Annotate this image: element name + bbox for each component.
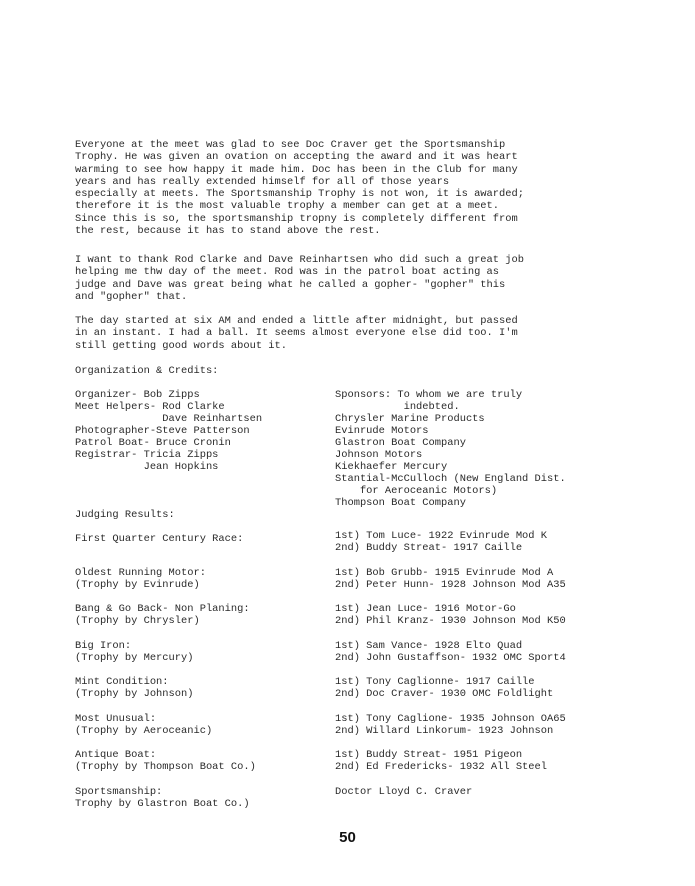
judging-category: Sportsmanship: [75, 786, 163, 798]
judging-result: 2nd) Phil Kranz- 1930 Johnson Mod K50 [335, 615, 566, 627]
paragraph-day [75, 315, 635, 352]
judging-result: 2nd) John Gustaffson- 1932 OMC Sport4 [335, 652, 566, 664]
paragraph-sportsmanship [75, 139, 635, 237]
text-line: judge and Dave was great being what he called a gopher- "gopher" this [75, 278, 506, 291]
sponsors-line: Glastron Boat Company [335, 437, 466, 449]
judging-heading: Judging Results: [75, 509, 175, 521]
judging-category: Most Unusual: [75, 713, 157, 725]
credits-left-line: Meet Helpers- Rod Clarke [75, 401, 225, 413]
credits-left-line: Jean Hopkins [75, 461, 219, 473]
text-line: and "gopher" that. [75, 290, 188, 303]
text-line: especially at meets. The Sportsmanship Trophy is not won, it is awarded; [75, 188, 524, 201]
text-line: I want to thank Rod Clarke and Dave Reinhartsen who did such a great job [75, 254, 524, 266]
sponsors-line: Chrysler Marine Products [335, 413, 485, 425]
sponsors-line: indebted. [335, 401, 460, 413]
judging-result: 1st) Bob Grubb- 1915 Evinrude Mod A [335, 567, 554, 579]
text-line: warming to see how happy it made him. Doc has been in the Club for many [75, 163, 518, 176]
text-line: the rest, because it has to stand above the rest. [75, 225, 381, 238]
paragraph-thanks [75, 254, 635, 303]
judging-category: (Trophy by Aeroceanic) [75, 725, 213, 737]
judging-category: (Trophy by Evinrude) [75, 579, 200, 591]
sponsors-line: Evinrude Motors [335, 425, 429, 437]
judging-category: Big Iron: [75, 640, 132, 652]
judging-category: Mint Condition: [75, 676, 169, 688]
credits-left-line: Organizer- Bob Zipps [75, 389, 200, 401]
credits-left-line: Dave Reinhartsen [75, 413, 263, 425]
judging-result: 2nd) Ed Fredericks- 1932 All Steel [335, 761, 548, 773]
judging-category: Bang & Go Back- Non Planing: [75, 603, 250, 615]
judging-result: 2nd) Peter Hunn- 1928 Johnson Mod A35 [335, 579, 566, 591]
sponsors-line: Sponsors: To whom we are truly [335, 389, 523, 401]
judging-result: 2nd) Willard Linkorum- 1923 Johnson [335, 725, 554, 737]
text-line: years and has really extended himself for all of those years [75, 175, 450, 188]
judging-result: Doctor Lloyd C. Craver [335, 786, 473, 798]
judging-category: (Trophy by Thompson Boat Co.) [75, 761, 256, 773]
text-line: The day started at six AM and ended a little after midnight, but passed [75, 315, 518, 327]
sponsors-line: Johnson Motors [335, 449, 423, 461]
credits-left-line: Registrar- Tricia Zipps [75, 449, 219, 461]
judging-result: 1st) Tony Caglione- 1935 Johnson OA65 [335, 713, 566, 725]
credits-left-line: Patrol Boat- Bruce Cronin [75, 437, 231, 449]
judging-category: Trophy by Glastron Boat Co.) [75, 798, 250, 810]
judging-result: 2nd) Doc Craver- 1930 OMC Foldlight [335, 688, 554, 700]
judging-category: (Trophy by Chrysler) [75, 615, 200, 627]
text-line: in an instant. I had a ball. It seems almost everyone else did too. I'm [75, 327, 518, 340]
sponsors-line: Thompson Boat Company [335, 497, 466, 509]
page-number: 50 [339, 829, 356, 846]
text-line: Since this is so, the sportsmanship tropny is completely different from [75, 212, 518, 225]
text-line: therefore it is the most valuable trophy a member can get at a meet. [75, 200, 500, 213]
sponsors-line: for Aeroceanic Motors) [335, 485, 498, 497]
sponsors-line: Kiekhaefer Mercury [335, 461, 448, 473]
judging-category: Antique Boat: [75, 749, 157, 761]
judging-category: Oldest Running Motor: [75, 567, 206, 579]
credits-heading: Organization & Credits: [75, 365, 219, 377]
text-line: helping me thw day of the meet. Rod was in the patrol boat acting as [75, 266, 500, 279]
judging-category: (Trophy by Mercury) [75, 652, 194, 664]
text-line: Everyone at the meet was glad to see Doc Craver get the Sportsmanship [75, 139, 506, 151]
sponsors-line: Stantial-McCulloch (New England Dist. [335, 473, 566, 485]
judging-category: (Trophy by Johnson) [75, 688, 194, 700]
judging-result: 1st) Sam Vance- 1928 Elto Quad [335, 640, 523, 652]
judging-category: First Quarter Century Race: [75, 533, 244, 545]
judging-result: 1st) Tony Caglionne- 1917 Caille [335, 676, 535, 688]
judging-result: 1st) Jean Luce- 1916 Motor-Go [335, 603, 516, 615]
judging-result: 1st) Tom Luce- 1922 Evinrude Mod K [335, 530, 548, 542]
text-line: Trophy. He was given an ovation on accepting the award and it was heart [75, 151, 518, 164]
judging-result: 2nd) Buddy Streat- 1917 Caille [335, 542, 523, 554]
credits-left-line: Photographer-Steve Patterson [75, 425, 250, 437]
text-line: still getting good words about it. [75, 339, 288, 352]
judging-result: 1st) Buddy Streat- 1951 Pigeon [335, 749, 523, 761]
